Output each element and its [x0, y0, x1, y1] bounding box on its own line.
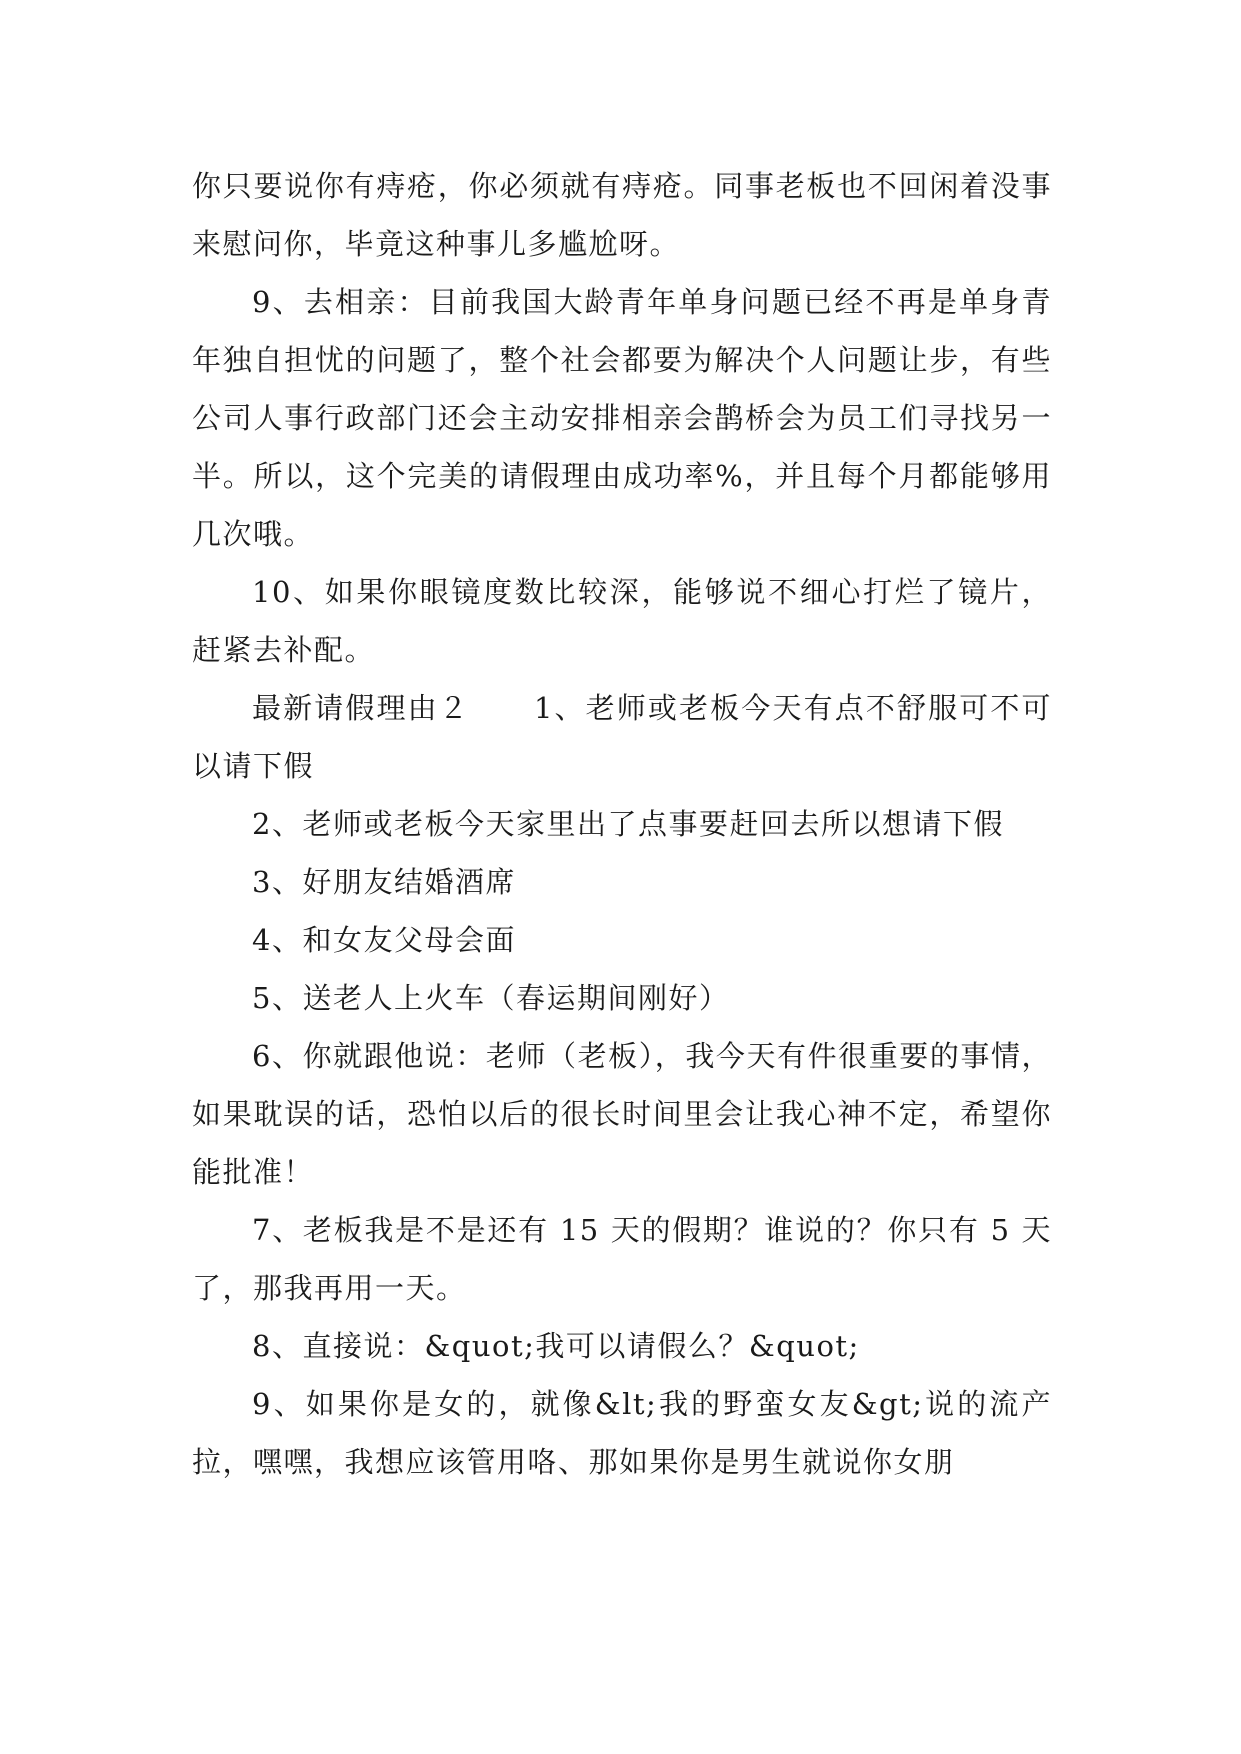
- paragraph-item-6: 6、你就跟他说：老师（老板），我今天有件很重要的事情，如果耽误的话，恐怕以后的很长时间里会让我心神不定，希望你能批准！: [192, 1039, 1052, 1189]
- paragraph-item-2: 2、老师或老板今天家里出了点事要赶回去所以想请下假: [252, 807, 1004, 841]
- paragraph-blind-date: 9、去相亲：目前我国大龄青年单身问题已经不再是单身青年独自担忧的问题了，整个社会都要为解决个人问题让步，有些公司人事行政部门还会主动安排相亲会鹊桥会为员工们寻找另一半。所以，这个完美的请假理由成功率%，并且每个月都能够用几次哦。: [192, 285, 1052, 551]
- paragraph-item-5: 5、送老人上火车（春运期间刚好）: [252, 981, 730, 1015]
- paragraph-item-8: 8、直接说：&quot;我可以请假么？&quot;: [252, 1329, 860, 1363]
- paragraph-item-4: 4、和女友父母会面: [252, 923, 516, 957]
- paragraph-item-3: 3、好朋友结婚酒席: [252, 865, 516, 899]
- paragraph-hemorrhoids-continued: 你只要说你有痔疮，你必须就有痔疮。同事老板也不回闲着没事来慰问你，毕竟这种事儿多尴尬呀。: [192, 169, 1052, 261]
- section-first-item: 1、老师或老板今天有点不舒服可不可以请下假: [192, 691, 1052, 783]
- paragraph-item-7: 7、老板我是不是还有 15 天的假期？谁说的？你只有 5 天了，那我再用一天。: [192, 1213, 1052, 1305]
- paragraph-section-heading: [192, 679, 1052, 795]
- paragraph-glasses: 10、如果你眼镜度数比较深，能够说不细心打烂了镜片，赶紧去补配。: [192, 575, 1052, 667]
- paragraph-item-9: 9、如果你是女的，就像&lt;我的野蛮女友&gt;说的流产拉，嘿嘿，我想应该管用咯、那如果你是男生就说你女朋: [192, 1387, 1052, 1479]
- section-heading: 最新请假理由２: [252, 691, 470, 725]
- document-page: [192, 157, 1052, 1491]
